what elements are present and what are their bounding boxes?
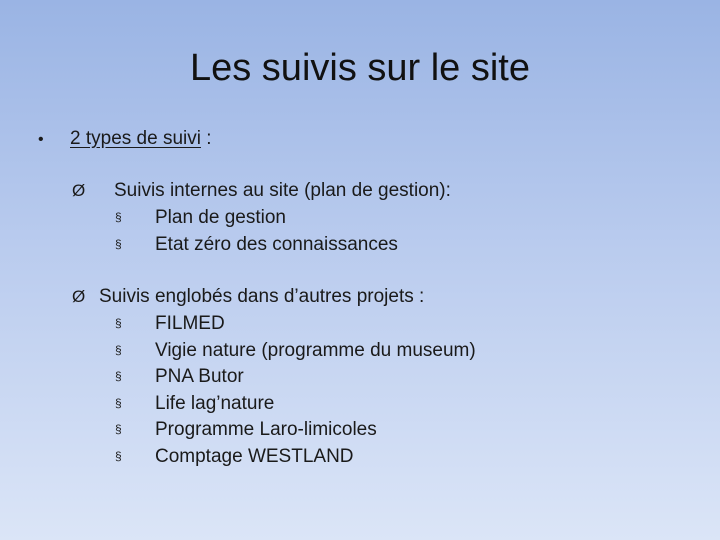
list-item [115,337,476,365]
square-bullet-marker: § [115,210,122,224]
main-bullet-suffix: : [200,128,212,149]
list-item-text: Comptage WESTLAND [155,446,354,467]
group-heading: Suivis internes au site (plan de gestion): [114,180,451,201]
arrow-bullet-marker: Ø [72,287,86,306]
list-item-text: Programme Laro-limicoles [155,419,377,440]
square-bullet-marker: § [115,422,122,436]
square-bullet-marker: § [115,396,122,410]
list-item [115,363,244,391]
list-item [115,390,274,418]
list-item [115,310,225,338]
square-bullet-marker: § [115,343,122,357]
bullet-marker: • [38,131,44,148]
list-item-text: Life lag’nature [155,393,275,414]
group-internal [72,178,451,205]
list-item-text: Plan de gestion [155,207,286,228]
list-item-text: Etat zéro des connaissances [155,234,398,255]
list-item-text: FILMED [155,313,225,334]
main-bullet-text: 2 types de suivi [70,128,201,149]
square-bullet-marker: § [115,237,122,251]
list-item-text: PNA Butor [155,366,244,387]
list-item [115,443,354,471]
group-heading: Suivis englobés dans d’autres projets : [99,286,425,307]
square-bullet-marker: § [115,369,122,383]
list-item [115,416,377,444]
list-item [115,204,286,232]
list-item-text: Vigie nature (programme du museum) [155,340,476,361]
list-item [115,231,398,259]
main-bullet [38,125,212,154]
square-bullet-marker: § [115,449,122,463]
arrow-bullet-marker: Ø [72,181,86,200]
square-bullet-marker: § [115,316,122,330]
slide-title: Les suivis sur le site [189,47,530,89]
group-external [72,284,424,311]
